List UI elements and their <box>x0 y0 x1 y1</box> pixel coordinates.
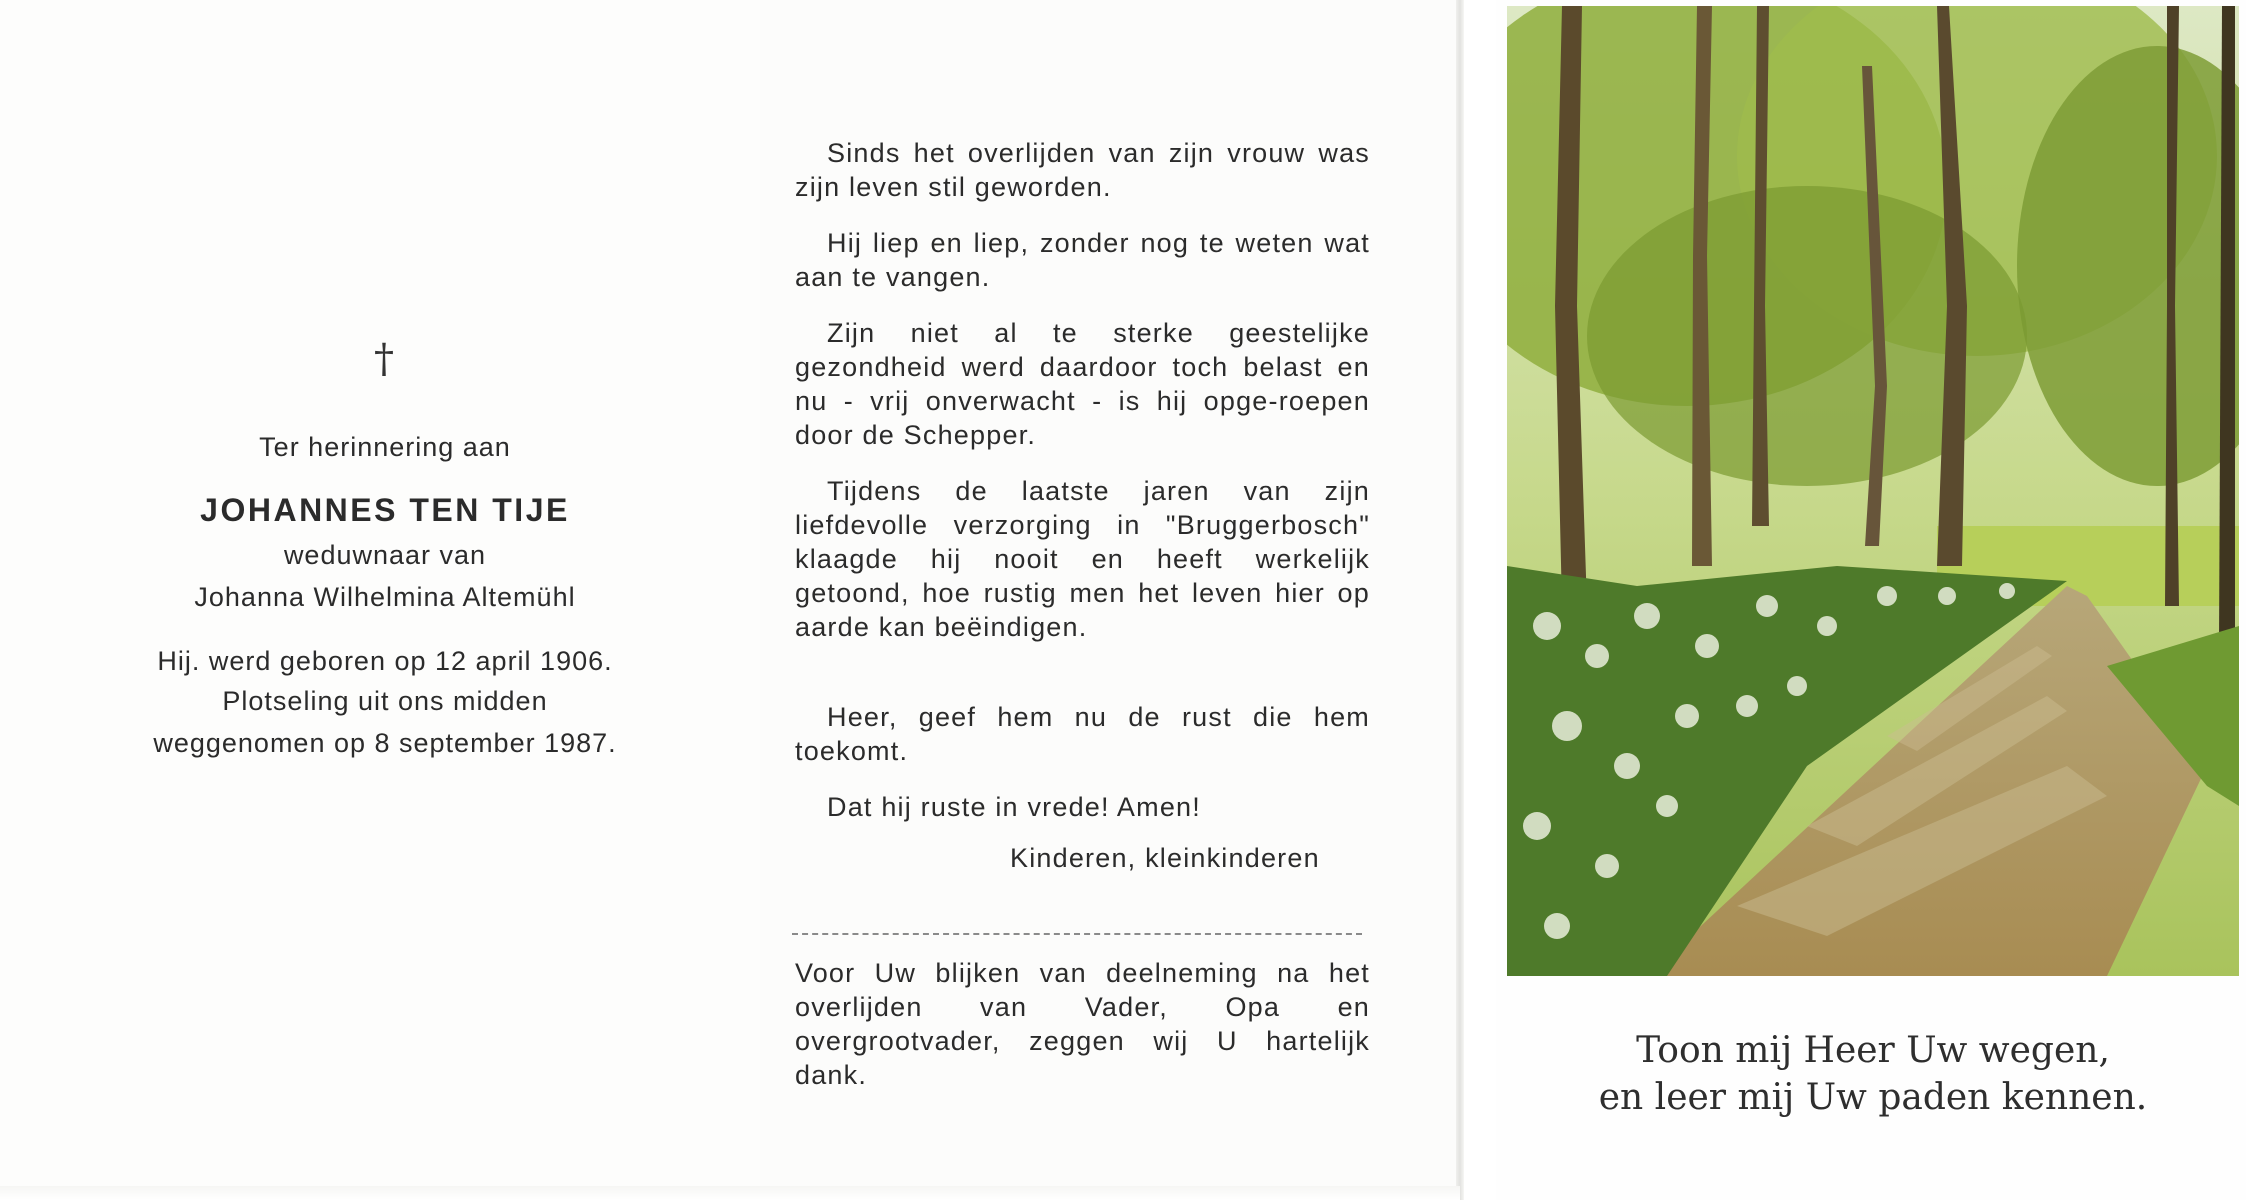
signoff: Kinderen, kleinkinderen <box>1010 843 1320 873</box>
paragraph-4 <box>795 474 1370 644</box>
paragraph-6 <box>795 790 1370 824</box>
paragraph-5 <box>795 700 1370 768</box>
paragraph-3-text: Zijn niet al te sterke geestelijke gezondheid werd daardoor toch belast en nu - vrij onverwacht - is hij opge-roepen door de Schepper. <box>795 318 1370 450</box>
paragraph-2-text: Hij liep en liep, zonder nog te weten wat aan te vangen. <box>795 228 1370 292</box>
thanks-text: Voor Uw blijken van deelneming na het overlijden van Vader, Opa en overgrootvader, zeggen wij U hartelijk dank. <box>795 958 1370 1090</box>
birth-line: Hij. werd geboren op 12 april 1906. <box>157 646 613 676</box>
card-fold <box>1456 0 1464 1200</box>
path-photo <box>1507 6 2239 976</box>
relation-line: weduwnaar van <box>283 540 487 570</box>
caption-line-1: Toon mij Heer Uw wegen, <box>1636 1030 2110 1071</box>
paragraph-3 <box>795 316 1370 452</box>
paragraph-1 <box>795 136 1370 204</box>
divider-line <box>792 933 1362 935</box>
paragraph-2 <box>795 226 1370 294</box>
intro-line: Ter herinnering aan <box>259 432 511 462</box>
paragraph-5-text: Heer, geef hem nu de rust die hem toekomt. <box>795 702 1370 766</box>
death-line: weggenomen op 8 september 1987. <box>153 728 617 758</box>
path-photo-image <box>1507 6 2239 976</box>
deceased-name: JOHANNES TEN TIJE <box>200 492 570 528</box>
cross-icon: † <box>374 336 394 382</box>
spouse-name: Johanna Wilhelmina Altemühl <box>194 582 576 612</box>
bottom-edge <box>0 1186 1460 1200</box>
thanks-block <box>795 956 1370 1092</box>
paragraph-1-text: Sinds het overlijden van zijn vrouw was zijn leven stil geworden. <box>795 138 1370 202</box>
sudden-line: Plotseling uit ons midden <box>222 686 548 716</box>
paragraph-4-text: Tijdens de laatste jaren van zijn liefdevolle verzorging in "Bruggerbosch" klaagde hij nooit en heeft werkelijk getoond, hoe rustig men het leven hier op aarde kan beëindigen. <box>795 476 1370 642</box>
caption-line-2: en leer mij Uw paden kennen. <box>1598 1077 2148 1118</box>
paragraph-6-text: Dat hij ruste in vrede! Amen! <box>827 792 1201 822</box>
